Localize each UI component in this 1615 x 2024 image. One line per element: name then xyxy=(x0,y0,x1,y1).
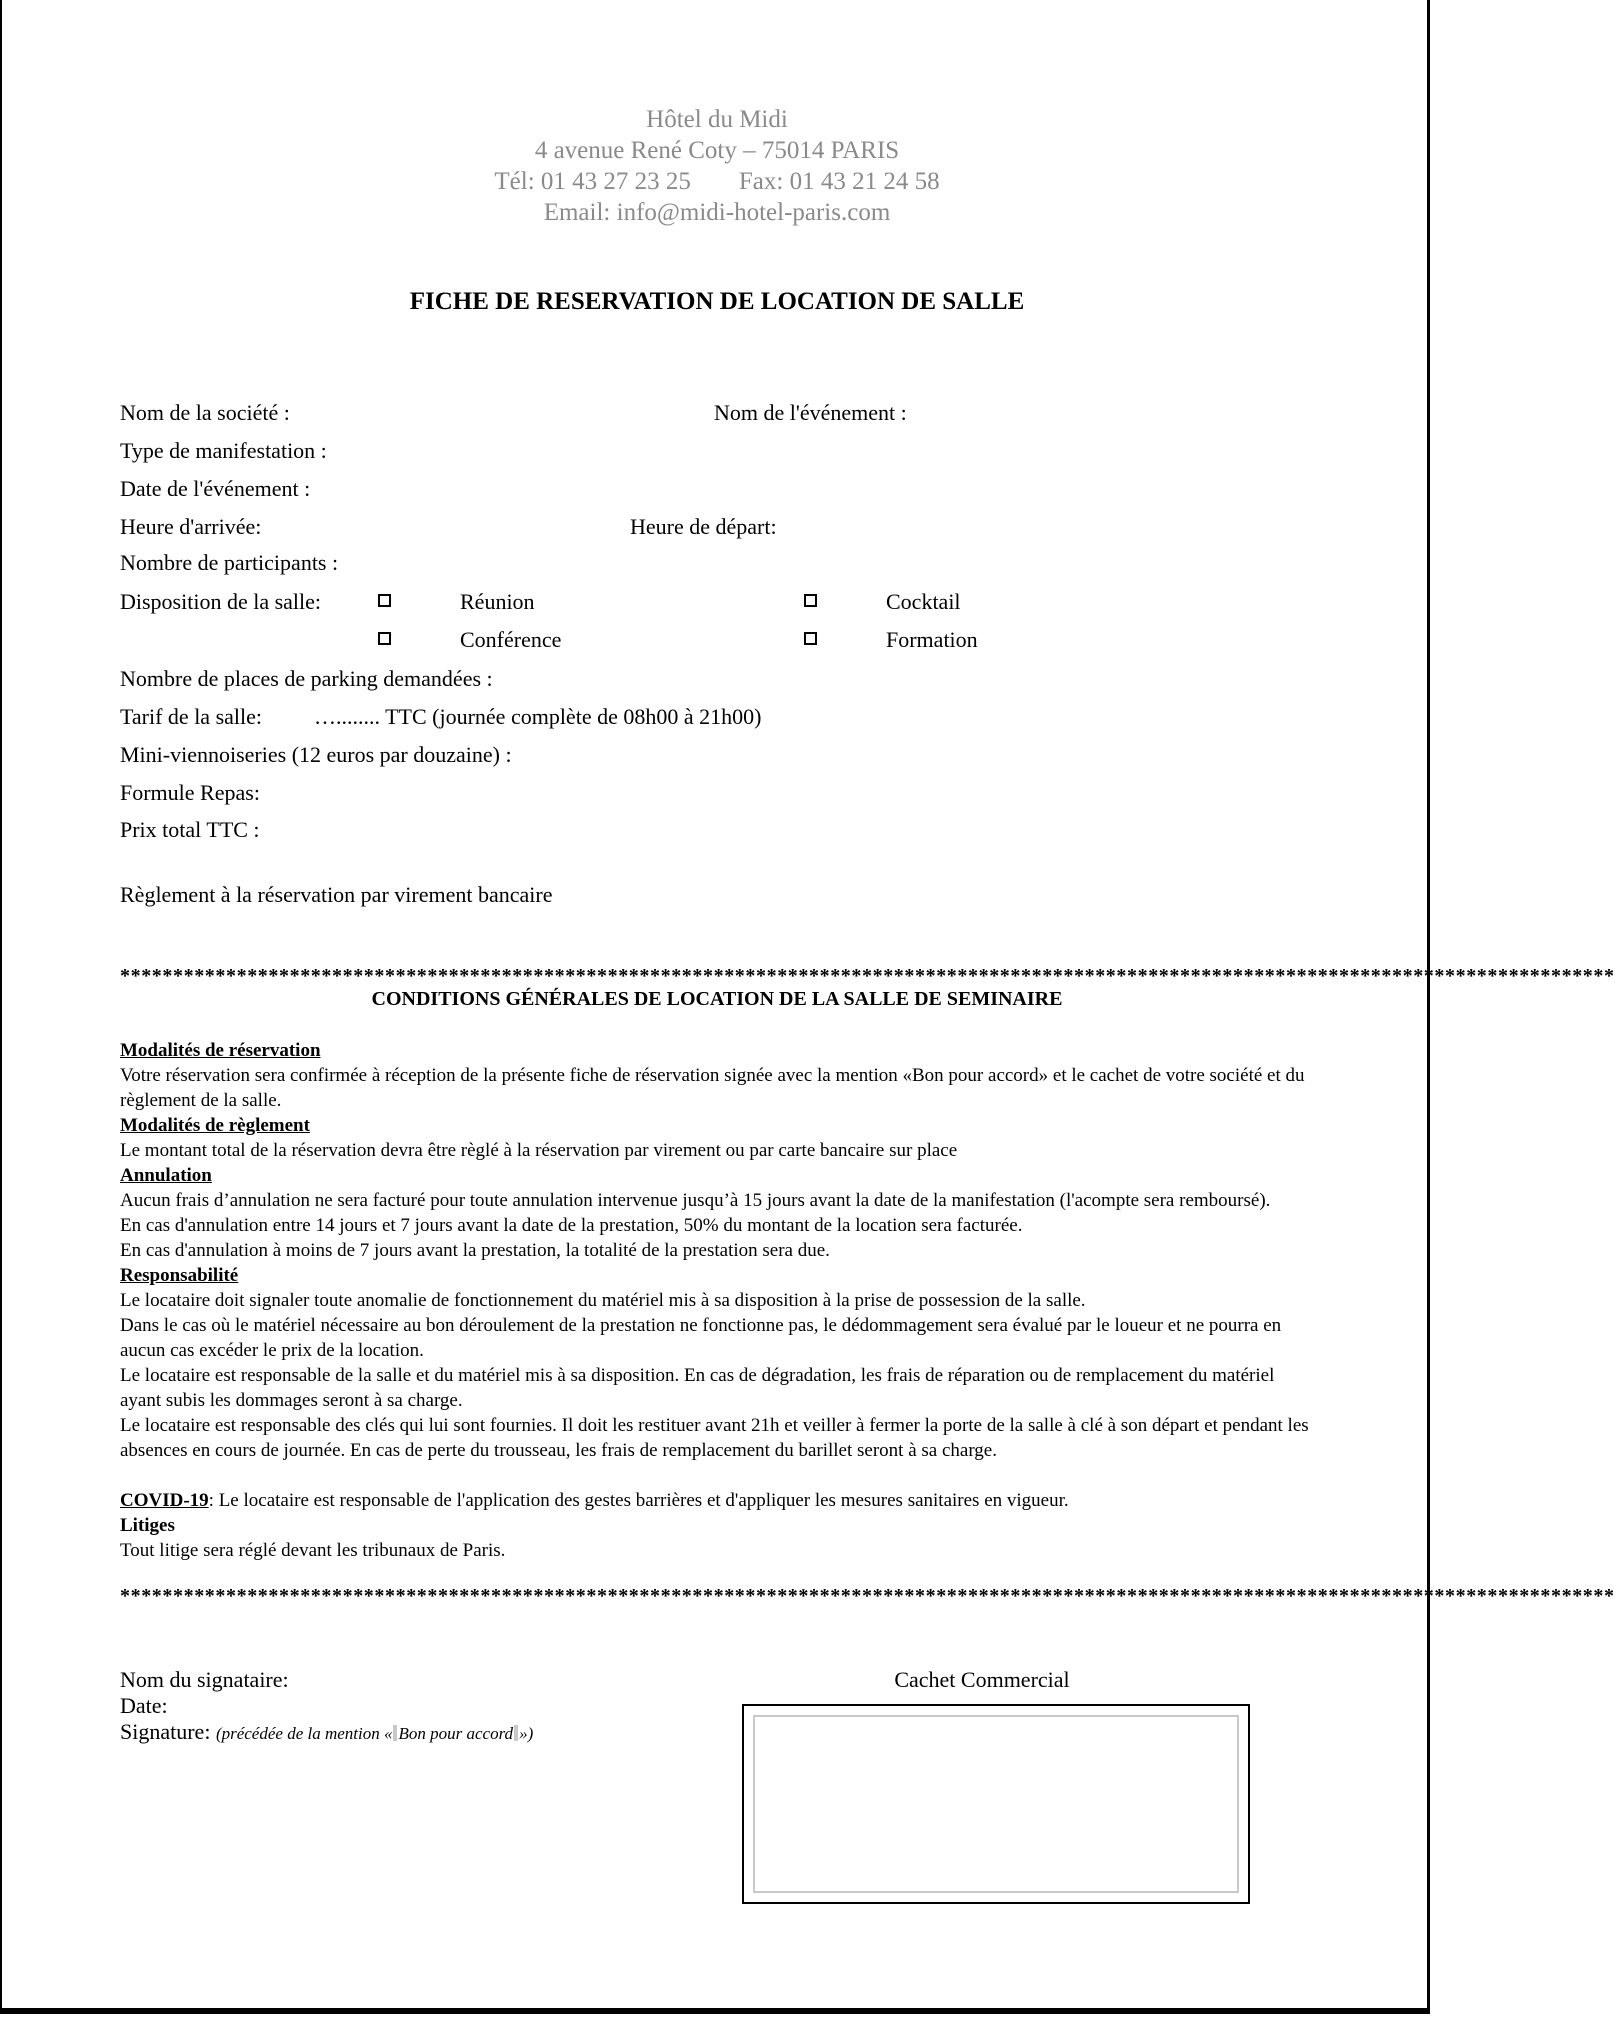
conditions-body xyxy=(120,1038,1315,1563)
participants-label: Nombre de participants : xyxy=(120,550,339,575)
event-name-label: Nom de l'événement : xyxy=(714,400,907,425)
hotel-header xyxy=(0,104,1434,228)
conference-checkbox[interactable] xyxy=(378,632,391,645)
hotel-email: Email: info@midi-hotel-paris.com xyxy=(543,199,891,226)
covid-text: : Le locataire est responsable de l'application des gestes barrières et d'appliquer les mesures sanitaires en vigueur. xyxy=(208,1490,1069,1511)
disputes-heading: Litiges xyxy=(120,1515,175,1536)
conference-option-label: Conférence xyxy=(460,627,562,652)
hotel-fax: Fax: 01 43 21 24 58 xyxy=(738,168,940,195)
reservation-text: Votre réservation sera confirmée à réception de la présente fiche de réservation signée avec la mention «Bon pour accord» et le cachet de votre société et du règlement de la salle. xyxy=(120,1065,1305,1111)
separator-top: ********************************************************************************************************************************************* xyxy=(120,965,1615,987)
signature-hint xyxy=(216,1724,533,1743)
signature-block xyxy=(120,1667,533,1747)
text-cursor-mark xyxy=(514,1725,518,1741)
signature-label: Signature: xyxy=(120,1719,211,1744)
room-rate-label: Tarif de la salle: xyxy=(120,704,263,729)
covid-paragraph xyxy=(120,1488,1315,1513)
stamp-label: Cachet Commercial xyxy=(894,1667,1070,1692)
event-type-label: Type de manifestation : xyxy=(120,438,327,463)
covid-heading: COVID-19 xyxy=(120,1490,209,1511)
liability-text-1: Le locataire doit signaler toute anomalie de fonctionnement du matériel mis à sa disposition à la prise de possession de la salle. xyxy=(120,1290,1086,1311)
pastries-label: Mini-viennoiseries (12 euros par douzaine) : xyxy=(120,742,512,767)
disputes-text: Tout litige sera réglé devant les tribunaux de Paris. xyxy=(120,1540,506,1561)
cocktail-option-label: Cocktail xyxy=(886,589,961,614)
reservation-heading: Modalités de réservation xyxy=(120,1040,321,1061)
company-label: Nom de la société : xyxy=(120,400,290,425)
formation-checkbox[interactable] xyxy=(804,632,817,645)
hotel-contact-line xyxy=(0,166,1434,197)
cancellation-text-3: En cas d'annulation à moins de 7 jours avant la prestation, la totalité de la prestation sera due. xyxy=(120,1240,830,1261)
room-layout-label: Disposition de la salle: xyxy=(120,589,322,614)
signature-date-label: Date: xyxy=(120,1693,168,1718)
signature-hint-mention: Bon pour accord xyxy=(398,1724,514,1743)
parking-label: Nombre de places de parking demandées : xyxy=(120,666,493,691)
meal-formula-label: Formule Repas: xyxy=(120,780,260,805)
hotel-phone: Tél: 01 43 27 23 25 xyxy=(494,168,691,195)
liability-text-2: Dans le cas où le matériel nécessaire au bon déroulement de la prestation ne fonctionne pas, le dédommagement sera évalué par le loueur et ne pourra en aucun cas excéder le prix de la location. xyxy=(120,1315,1282,1361)
room-rate-value: …........ TTC (journée complète de 08h00 à 21h00) xyxy=(314,704,762,729)
hotel-name: Hôtel du Midi xyxy=(646,106,788,133)
event-date-label: Date de l'événement : xyxy=(120,476,311,501)
document-title: FICHE DE RESERVATION DE LOCATION DE SALLE xyxy=(409,288,1025,315)
total-price-label: Prix total TTC : xyxy=(120,817,260,842)
cocktail-checkbox[interactable] xyxy=(804,594,817,607)
formation-option-label: Formation xyxy=(886,627,978,652)
commercial-stamp-box[interactable] xyxy=(742,1704,1250,1904)
arrival-time-label: Heure d'arrivée: xyxy=(120,514,262,539)
liability-heading: Responsabilité xyxy=(120,1265,239,1286)
reunion-option-label: Réunion xyxy=(460,589,535,614)
signature-hint-suffix: ») xyxy=(519,1724,534,1743)
departure-time-label: Heure de départ: xyxy=(630,514,777,539)
cancellation-text-2: En cas d'annulation entre 14 jours et 7 jours avant la date de la prestation, 50% du montant de la location sera facturée. xyxy=(120,1215,1023,1236)
signatory-label: Nom du signataire: xyxy=(120,1667,289,1692)
separator-bottom: ********************************************************************************************************************************************* xyxy=(120,1585,1615,1607)
text-cursor-mark xyxy=(393,1725,397,1741)
signature-hint-prefix: (précédée de la mention « xyxy=(215,1724,393,1743)
liability-text-3: Le locataire est responsable de la salle et du matériel mis à sa disposition. En cas de dégradation, les frais de réparation ou de remplacement du matériel ayant subis les dommages seront à sa charge. xyxy=(120,1365,1275,1411)
payment-text: Le montant total de la réservation devra être règlé à la réservation par virement ou par carte bancaire sur place xyxy=(120,1140,958,1161)
conditions-title: CONDITIONS GÉNÉRALES DE LOCATION DE LA SALLE DE SEMINAIRE xyxy=(371,988,1063,1010)
cancellation-text-1: Aucun frais d’annulation ne sera facturé pour toute annulation intervenue jusqu’à 15 jours avant la date de la manifestation (l'acompte sera remboursé). xyxy=(120,1190,1271,1211)
signature-line xyxy=(120,1719,533,1747)
hotel-address: 4 avenue René Coty – 75014 PARIS xyxy=(534,137,900,164)
reunion-checkbox[interactable] xyxy=(378,594,391,607)
payment-heading: Modalités de règlement xyxy=(120,1115,310,1136)
cancellation-heading: Annulation xyxy=(120,1165,212,1186)
liability-text-4: Le locataire est responsable des clés qui lui sont fournies. Il doit les restituer avant 21h et veiller à fermer la porte de la salle à clé à son départ et pendant les absences en cours de journée. En cas de perte du trousseau, les frais de remplacement du barillet seront à sa charge. xyxy=(120,1415,1309,1461)
payment-note: Règlement à la réservation par virement bancaire xyxy=(120,882,553,907)
stamp-inner-frame xyxy=(753,1715,1239,1893)
